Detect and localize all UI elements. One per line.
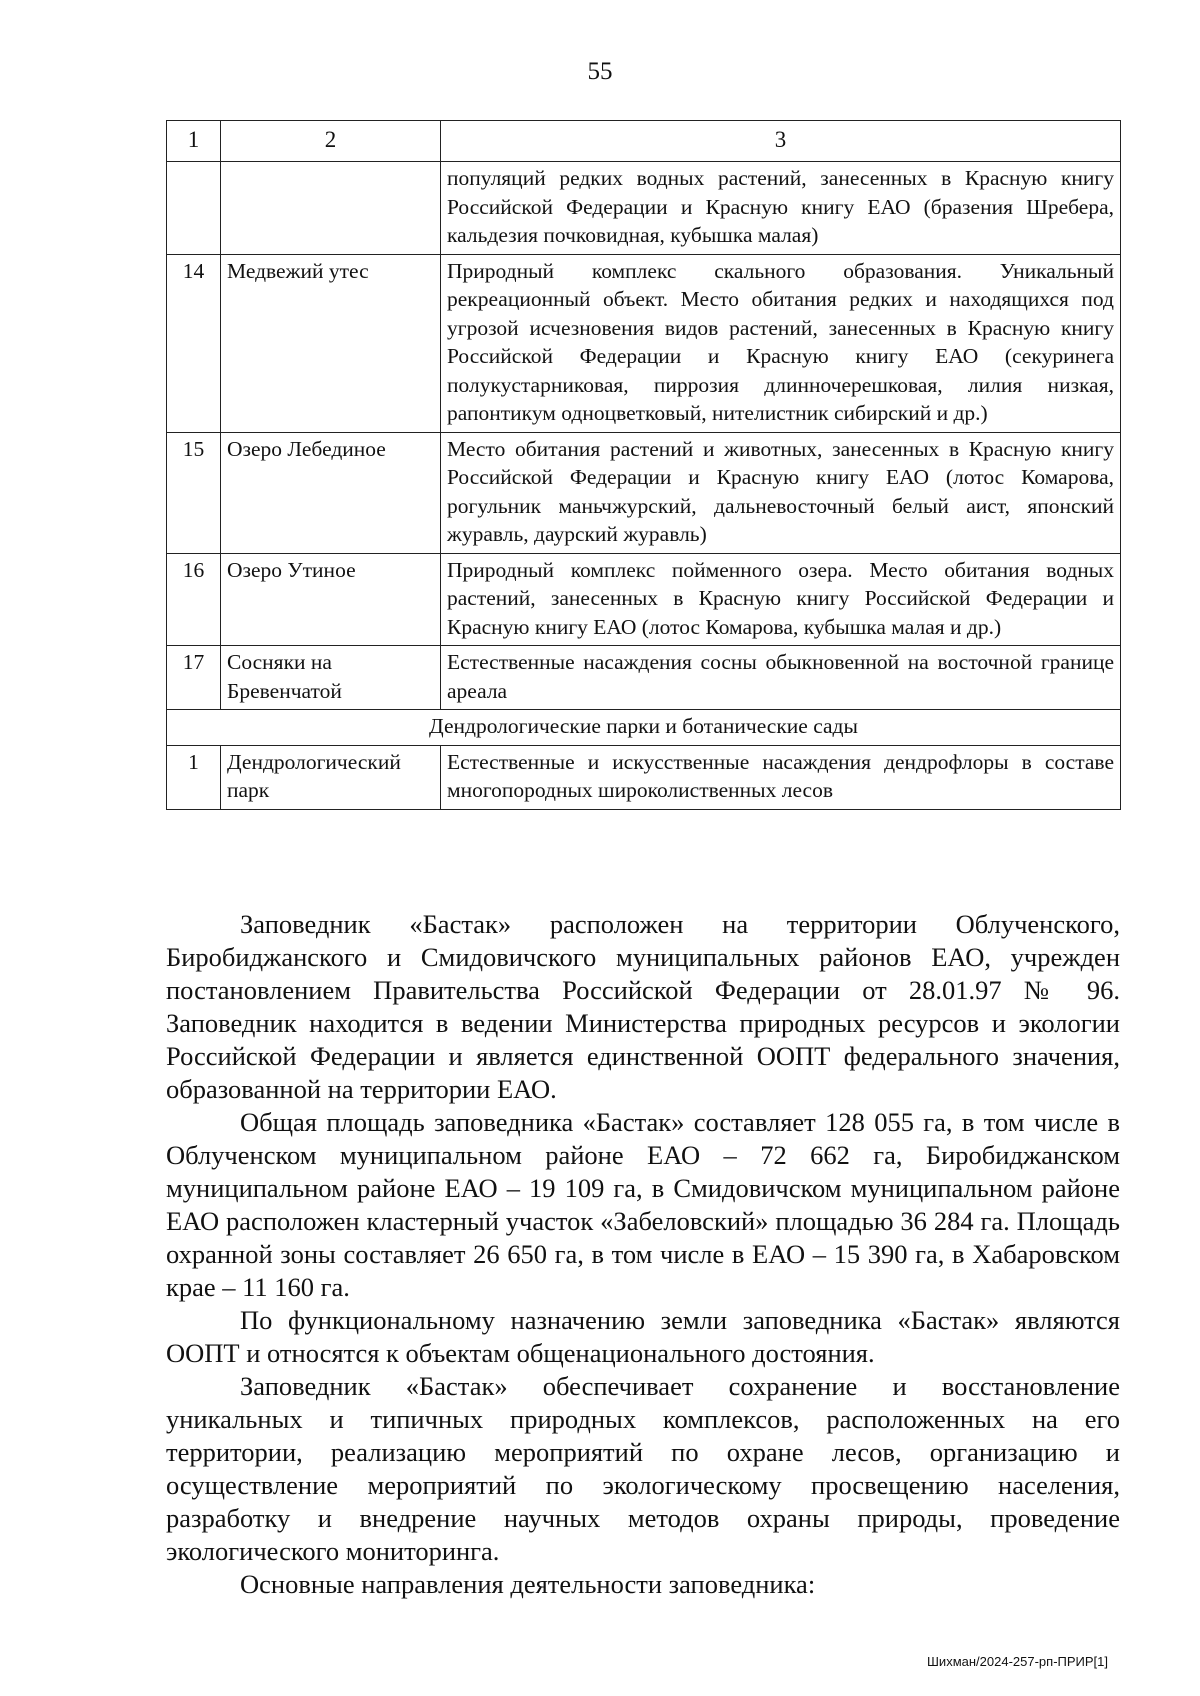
- table-row: [167, 646, 1121, 710]
- paragraph: Основные направления деятельности заповедника:: [240, 1569, 816, 1599]
- row-number: 1: [167, 745, 221, 809]
- row-description: Естественные и искусственные насаждения дендрофлоры в составе многопородных широколиственных лесов: [441, 745, 1121, 809]
- footer-document-code: Шихман/2024-257-рп-ПРИР[1]: [927, 1654, 1108, 1669]
- row-description: Естественные насаждения сосны обыкновенной на восточной границе ареала: [441, 646, 1121, 710]
- row-name: Озеро Лебединое: [221, 432, 441, 553]
- table-header-cell: 2: [221, 121, 441, 162]
- table-row: [167, 553, 1121, 646]
- paragraph: По функциональному назначению земли заповедника «Бастак» являются ООПТ и относятся к объектам общенационального достояния.: [166, 1305, 1120, 1368]
- paragraph: Общая площадь заповедника «Бастак» составляет 128 055 га, в том числе в Облученском муниципальном районе ЕАО – 72 662 га, Биробиджанском муниципальном районе ЕАО – 19 109 га, в Смидовичском муниципальном районе ЕАО расположен кластерный участок «Забеловский» площадью 36 284 га. Площадь охранной зоны составляет 26 650 га, в том числе в ЕАО – 15 390 га, в Хабаровском крае – 11 160 га.: [166, 1107, 1120, 1302]
- row-number: 15: [167, 432, 221, 553]
- row-name: Сосняки на Бревенчатой: [221, 646, 441, 710]
- protected-areas-table: [166, 120, 1121, 810]
- paragraph: Заповедник «Бастак» обеспечивает сохранение и восстановление уникальных и типичных природных комплексов, расположенных на его территории, реализацию мероприятий по охране лесов, организацию и осуществление мероприятий по экологическому просвещению населения, разработку и внедрение научных методов охраны природы, проведение экологического мониторинга.: [166, 1371, 1120, 1566]
- row-number: [167, 162, 221, 255]
- page-number: 55: [587, 58, 613, 85]
- row-description: Место обитания растений и животных, занесенных в Красную книгу Российской Федерации и Красную книгу ЕАО (лотос Комарова, рогульник маньчжурский, дальневосточный белый аист, японский журавль, даурский журавль): [441, 432, 1121, 553]
- row-name: [221, 162, 441, 255]
- row-name: Озеро Утиное: [221, 553, 441, 646]
- table-header-row: [167, 121, 1121, 162]
- paragraph: Заповедник «Бастак» расположен на территории Облученского, Биробиджанского и Смидовичского муниципальных районов ЕАО, учрежден постановлением Правительства Российской Федерации от 28.01.97 № 96. Заповедник находится в ведении Министерства природных ресурсов и экологии Российской Федерации и является единственной ООПТ федерального значения, образованной на территории ЕАО.: [166, 909, 1120, 1104]
- table-row: [167, 162, 1121, 255]
- table-row: [167, 432, 1121, 553]
- table-section-row: [167, 710, 1121, 746]
- section-title: Дендрологические парки и ботанические сады: [167, 710, 1121, 746]
- row-number: 16: [167, 553, 221, 646]
- table-header-cell: 3: [441, 121, 1121, 162]
- row-name: Дендрологический парк: [221, 745, 441, 809]
- row-description: популяций редких водных растений, занесенных в Красную книгу Российской Федерации и Красную книгу ЕАО (бразения Шребера, кальдезия почковидная, кубышка малая): [441, 162, 1121, 255]
- row-description: Природный комплекс пойменного озера. Место обитания водных растений, занесенных в Красную книгу Российской Федерации и Красную книгу ЕАО (лотос Комарова, кубышка малая и др.): [441, 553, 1121, 646]
- row-description: Природный комплекс скального образования. Уникальный рекреационный объект. Место обитания редких и находящихся под угрозой исчезновения видов растений, занесенных в Красную книгу Российской Федерации и Красную книгу ЕАО (секуринега полукустарниковая, пиррозия длинночерешковая, лилия низкая, рапонтикум одноцветковый, нителистник сибирский и др.): [441, 254, 1121, 432]
- table-row: [167, 254, 1121, 432]
- table-row: [167, 745, 1121, 809]
- row-number: 14: [167, 254, 221, 432]
- body-text: [166, 908, 1120, 1601]
- row-name: Медвежий утес: [221, 254, 441, 432]
- row-number: 17: [167, 646, 221, 710]
- table-header-cell: 1: [167, 121, 221, 162]
